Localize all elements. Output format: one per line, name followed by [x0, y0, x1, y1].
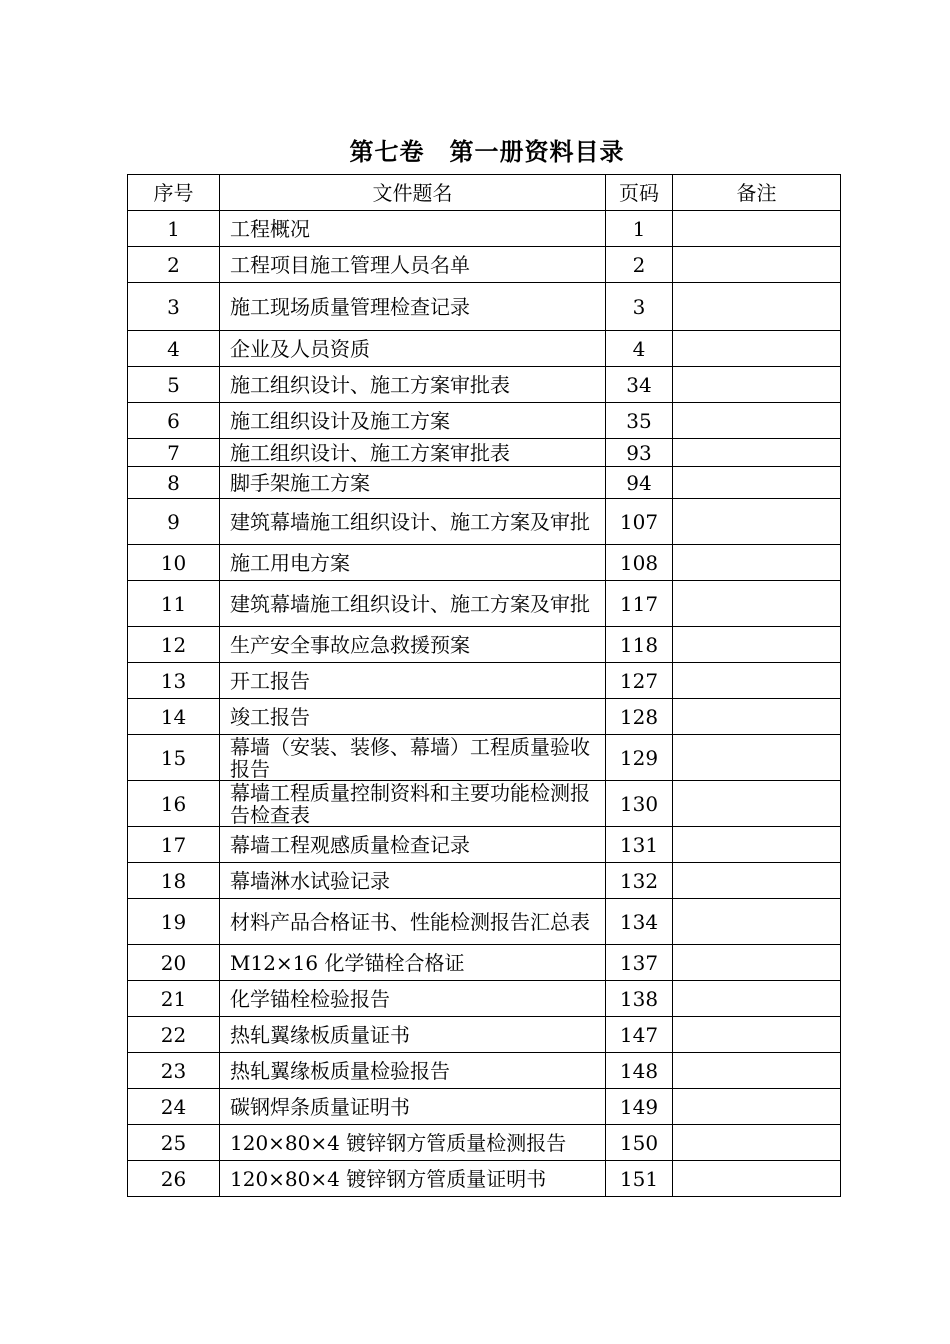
document-title: 化学锚栓检验报告: [220, 981, 606, 1017]
row-number: 13: [128, 663, 220, 699]
document-title: 幕墙工程质量控制资料和主要功能检测报告检查表: [220, 781, 606, 827]
row-number: 23: [128, 1053, 220, 1089]
note-cell: [673, 781, 841, 827]
page-number: 148: [606, 1053, 673, 1089]
page-number: 118: [606, 627, 673, 663]
row-number: 20: [128, 945, 220, 981]
table-row: [128, 283, 841, 331]
row-number: 22: [128, 1017, 220, 1053]
row-number: 17: [128, 827, 220, 863]
table-row: [128, 1053, 841, 1089]
row-number: 1: [128, 211, 220, 247]
document-title: 施工组织设计、施工方案审批表: [220, 367, 606, 403]
document-title: 幕墙淋水试验记录: [220, 863, 606, 899]
table-row: [128, 663, 841, 699]
page-number: 129: [606, 735, 673, 781]
row-number: 16: [128, 781, 220, 827]
note-cell: [673, 283, 841, 331]
document-title: 竣工报告: [220, 699, 606, 735]
note-cell: [673, 863, 841, 899]
table-row: [128, 499, 841, 545]
table-row: [128, 211, 841, 247]
table-row: [128, 1161, 841, 1197]
page-number: 2: [606, 247, 673, 283]
page-number: 34: [606, 367, 673, 403]
note-cell: [673, 499, 841, 545]
table-row: [128, 863, 841, 899]
document-title: 建筑幕墙施工组织设计、施工方案及审批: [220, 581, 606, 627]
page-number: 137: [606, 945, 673, 981]
row-number: 19: [128, 899, 220, 945]
page-number: 117: [606, 581, 673, 627]
row-number: 5: [128, 367, 220, 403]
table-row: [128, 699, 841, 735]
note-cell: [673, 735, 841, 781]
note-cell: [673, 1053, 841, 1089]
document-title: 热轧翼缘板质量检验报告: [220, 1053, 606, 1089]
table-row: [128, 467, 841, 499]
table-row: [128, 1017, 841, 1053]
column-header-name: 文件题名: [220, 175, 606, 211]
row-number: 26: [128, 1161, 220, 1197]
page-number: 131: [606, 827, 673, 863]
document-title: 施工用电方案: [220, 545, 606, 581]
document-title: 工程项目施工管理人员名单: [220, 247, 606, 283]
note-cell: [673, 247, 841, 283]
page-number: 128: [606, 699, 673, 735]
page-number: 138: [606, 981, 673, 1017]
note-cell: [673, 439, 841, 467]
table-row: [128, 945, 841, 981]
contents-table: [127, 174, 841, 1197]
page-number: 4: [606, 331, 673, 367]
table-row: [128, 439, 841, 467]
table-row: [128, 367, 841, 403]
table-row: [128, 1089, 841, 1125]
row-number: 7: [128, 439, 220, 467]
table-row: [128, 899, 841, 945]
row-number: 11: [128, 581, 220, 627]
note-cell: [673, 945, 841, 981]
note-cell: [673, 1017, 841, 1053]
table-row: [128, 981, 841, 1017]
row-number: 8: [128, 467, 220, 499]
document-title: 幕墙工程观感质量检查记录: [220, 827, 606, 863]
table-row: [128, 827, 841, 863]
page-number: 134: [606, 899, 673, 945]
table-row: [128, 247, 841, 283]
note-cell: [673, 331, 841, 367]
table-row: [128, 781, 841, 827]
row-number: 9: [128, 499, 220, 545]
page-number: 149: [606, 1089, 673, 1125]
row-number: 24: [128, 1089, 220, 1125]
note-cell: [673, 545, 841, 581]
note-cell: [673, 1161, 841, 1197]
note-cell: [673, 663, 841, 699]
note-cell: [673, 627, 841, 663]
page-number: 94: [606, 467, 673, 499]
note-cell: [673, 211, 841, 247]
column-header-page: 页码: [606, 175, 673, 211]
note-cell: [673, 827, 841, 863]
document-title: 施工组织设计及施工方案: [220, 403, 606, 439]
document-title: 热轧翼缘板质量证书: [220, 1017, 606, 1053]
page-number: 130: [606, 781, 673, 827]
page-number: 127: [606, 663, 673, 699]
page-number: 108: [606, 545, 673, 581]
table-row: [128, 1125, 841, 1161]
table-row: [128, 403, 841, 439]
page-number: 107: [606, 499, 673, 545]
row-number: 14: [128, 699, 220, 735]
table-row: [128, 627, 841, 663]
page-number: 150: [606, 1125, 673, 1161]
document-title: 脚手架施工方案: [220, 467, 606, 499]
page-title: 第七卷 第一册资料目录: [349, 138, 625, 166]
row-number: 4: [128, 331, 220, 367]
note-cell: [673, 899, 841, 945]
note-cell: [673, 699, 841, 735]
note-cell: [673, 1089, 841, 1125]
note-cell: [673, 403, 841, 439]
table-row: [128, 581, 841, 627]
row-number: 3: [128, 283, 220, 331]
note-cell: [673, 981, 841, 1017]
column-header-no: 序号: [128, 175, 220, 211]
row-number: 18: [128, 863, 220, 899]
page-number: 3: [606, 283, 673, 331]
document-title: 碳钢焊条质量证明书: [220, 1089, 606, 1125]
table-row: [128, 331, 841, 367]
row-number: 10: [128, 545, 220, 581]
table-header-row: [128, 175, 841, 211]
row-number: 6: [128, 403, 220, 439]
note-cell: [673, 367, 841, 403]
page-number: 1: [606, 211, 673, 247]
document-title: 施工组织设计、施工方案审批表: [220, 439, 606, 467]
page-number: 93: [606, 439, 673, 467]
document-title: 开工报告: [220, 663, 606, 699]
row-number: 2: [128, 247, 220, 283]
document-title: M12×16 化学锚栓合格证: [220, 945, 606, 981]
row-number: 25: [128, 1125, 220, 1161]
page-number: 151: [606, 1161, 673, 1197]
document-title: 生产安全事故应急救援预案: [220, 627, 606, 663]
document-title: 施工现场质量管理检查记录: [220, 283, 606, 331]
document-title: 企业及人员资质: [220, 331, 606, 367]
note-cell: [673, 581, 841, 627]
page-number: 147: [606, 1017, 673, 1053]
column-header-note: 备注: [673, 175, 841, 211]
table-row: [128, 545, 841, 581]
row-number: 15: [128, 735, 220, 781]
row-number: 12: [128, 627, 220, 663]
row-number: 21: [128, 981, 220, 1017]
note-cell: [673, 1125, 841, 1161]
page-number: 132: [606, 863, 673, 899]
document-title: 材料产品合格证书、性能检测报告汇总表: [220, 899, 606, 945]
document-title: 工程概况: [220, 211, 606, 247]
document-title: 幕墙（安装、装修、幕墙）工程质量验收报告: [220, 735, 606, 781]
table-row: [128, 735, 841, 781]
document-title: 120×80×4 镀锌钢方管质量检测报告: [220, 1125, 606, 1161]
document-title: 120×80×4 镀锌钢方管质量证明书: [220, 1161, 606, 1197]
note-cell: [673, 467, 841, 499]
page-number: 35: [606, 403, 673, 439]
document-title: 建筑幕墙施工组织设计、施工方案及审批: [220, 499, 606, 545]
